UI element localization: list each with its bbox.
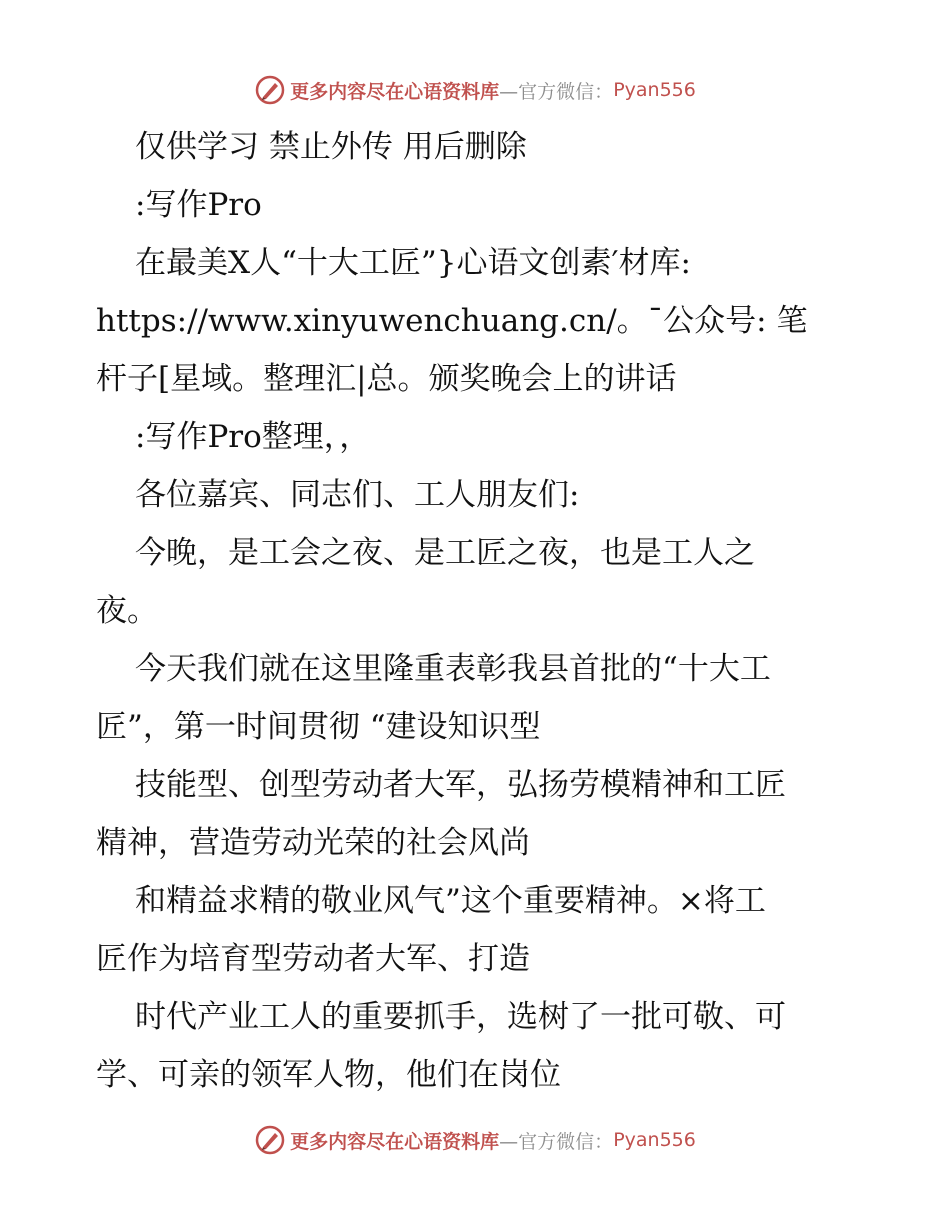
- text-line: 各位嘉宾、同志们、工人朋友们:: [135, 477, 580, 513]
- text-line: :写作Pro整理，，: [135, 419, 371, 455]
- text-line: 仅供学习 禁止外传 用后删除: [135, 129, 527, 165]
- banner-text-main: 更多内容尽在心语资料库: [290, 80, 500, 103]
- text-line: 匠”，第一时间贯彻 “建设知识型: [96, 709, 541, 745]
- header-banner: [0, 70, 950, 110]
- footer-banner: [0, 1120, 950, 1160]
- text-line: https://www.xinyuwenchuang.cn/。¯公众号: 笔: [96, 303, 808, 339]
- text-line: 夜。: [96, 593, 158, 629]
- banner-text-main: 更多内容尽在心语资料库: [290, 1130, 500, 1153]
- text-line: 精神，营造劳动光荣的社会风尚: [96, 825, 530, 861]
- document-body: [96, 118, 856, 1104]
- text-line: 在最美X人“十大工匠”}心语文创素′材库:: [135, 245, 691, 281]
- banner-text-wechat-id: Pyan556: [613, 79, 696, 101]
- text-line: 匠作为培育型劳动者大军、打造: [96, 941, 530, 977]
- text-line: 今天我们就在这里隆重表彰我县首批的“十大工: [135, 651, 771, 687]
- text-line: 时代产业工人的重要抓手，选树了一批可敬、可: [135, 999, 786, 1035]
- text-line: 学、可亲的领军人物，他们在岗位: [96, 1057, 561, 1093]
- text-line: 今晚，是工会之夜、是工匠之夜，也是工人之: [135, 535, 755, 571]
- pen-logo-icon: [254, 1124, 286, 1156]
- pen-logo-icon: [254, 74, 286, 106]
- text-line: :写作Pro: [135, 187, 262, 223]
- banner-text-wechat-label: —官方微信：: [499, 1130, 614, 1153]
- text-line: 和精益求精的敬业风气”这个重要精神。×将工: [135, 883, 766, 919]
- text-line: 杆子[星域。整理汇|总。颁奖晚会上的讲话: [96, 361, 677, 397]
- text-line: 技能型、创型劳动者大军，弘扬劳模精神和工匠: [135, 767, 786, 803]
- banner-text-wechat-id: Pyan556: [613, 1129, 696, 1151]
- banner-text-wechat-label: —官方微信：: [499, 80, 614, 103]
